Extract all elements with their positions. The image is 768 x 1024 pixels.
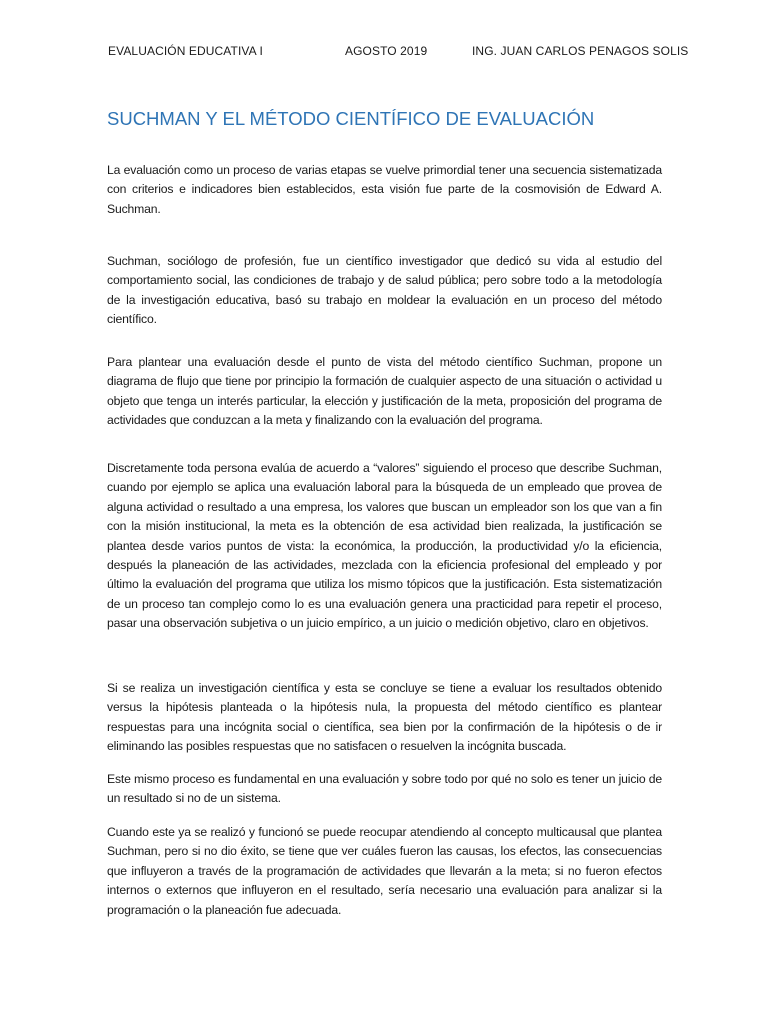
page-header [108, 44, 689, 64]
header-course: EVALUACIÓN EDUCATIVA I [108, 44, 263, 58]
paragraph-4: Discretamente toda persona evalúa de acuerdo a “valores” siguiendo el proceso que describe Suchman, cuando por ejemplo se aplica una evaluación laboral para la búsqueda de un empleado que provea de alguna actividad o resultado a una empresa, los valores que buscan un empleador son los que van a fin con la misión institucional, la meta es la obtención de esa actividad bien realizada, la justificación se plantea desde varios puntos de vista: la económica, la producción, la productividad y/o la eficiencia, después la planeación de las actividades, mezclada con la eficiencia profesional del empleado y por último la evaluación del programa que utiliza los mismo tópicos que la justificación. Esta sistematización de un proceso tan complejo como lo es una evaluación genera una practicidad para repetir el proceso, pasar una observación subjetiva o un juicio empírico, a un juicio o medición objetivo, claro en objetivos. [107, 461, 662, 631]
paragraph-3: Para plantear una evaluación desde el punto de vista del método científico Suchman, propone un diagrama de flujo que tiene por principio la formación de cualquier aspecto de una situación o actividad u objeto que tenga un interés particular, la elección y justificación de la meta, proposición del programa de actividades que conduzcan a la meta y finalizando con la evaluación del programa. [107, 355, 662, 428]
document-title: SUCHMAN Y EL MÉTODO CIENTÍFICO DE EVALUACIÓN [107, 108, 595, 129]
header-author: ING. JUAN CARLOS PENAGOS SOLIS [472, 44, 689, 58]
paragraph-1: La evaluación como un proceso de varias etapas se vuelve primordial tener una secuencia sistematizada con criterios e indicadores bien establecidos, esta visión fue parte de la cosmovisión de Edward A. Suchman. [107, 163, 662, 216]
paragraph-2: Suchman, sociólogo de profesión, fue un científico investigador que dedicó su vida al estudio del comportamiento social, las condiciones de trabajo y de salud pública; pero sobre todo a la metodología de la investigación educativa, basó su trabajo en moldear la evaluación en un proceso del método científico. [107, 254, 662, 327]
header-date: AGOSTO 2019 [345, 44, 428, 58]
paragraph-5: Si se realiza un investigación científica y esta se concluye se tiene a evaluar los resultados obtenido versus la hipótesis planteada o la hipótesis nula, la propuesta del método científico es plantear respuestas para una incógnita social o científica, sea bien por la confirmación de la hipótesis o de ir eliminando las posibles respuestas que no satisfacen o resuelven la incógnita buscada. [107, 681, 662, 754]
paragraph-7: Cuando este ya se realizó y funcionó se puede reocupar atendiendo al concepto multicausal que plantea Suchman, pero si no dio éxito, se tiene que ver cuáles fueron las causas, los efectos, las consecuencias que influyeron a través de la programación de actividades que llevarán a la meta; si no fueron efectos internos o externos que influyeron en el resultado, sería necesario una evaluación para analizar si la programación o la planeación fue adecuada. [107, 825, 662, 917]
paragraph-6: Este mismo proceso es fundamental en una evaluación y sobre todo por qué no solo es tener un juicio de un resultado si no de un sistema. [107, 772, 662, 806]
